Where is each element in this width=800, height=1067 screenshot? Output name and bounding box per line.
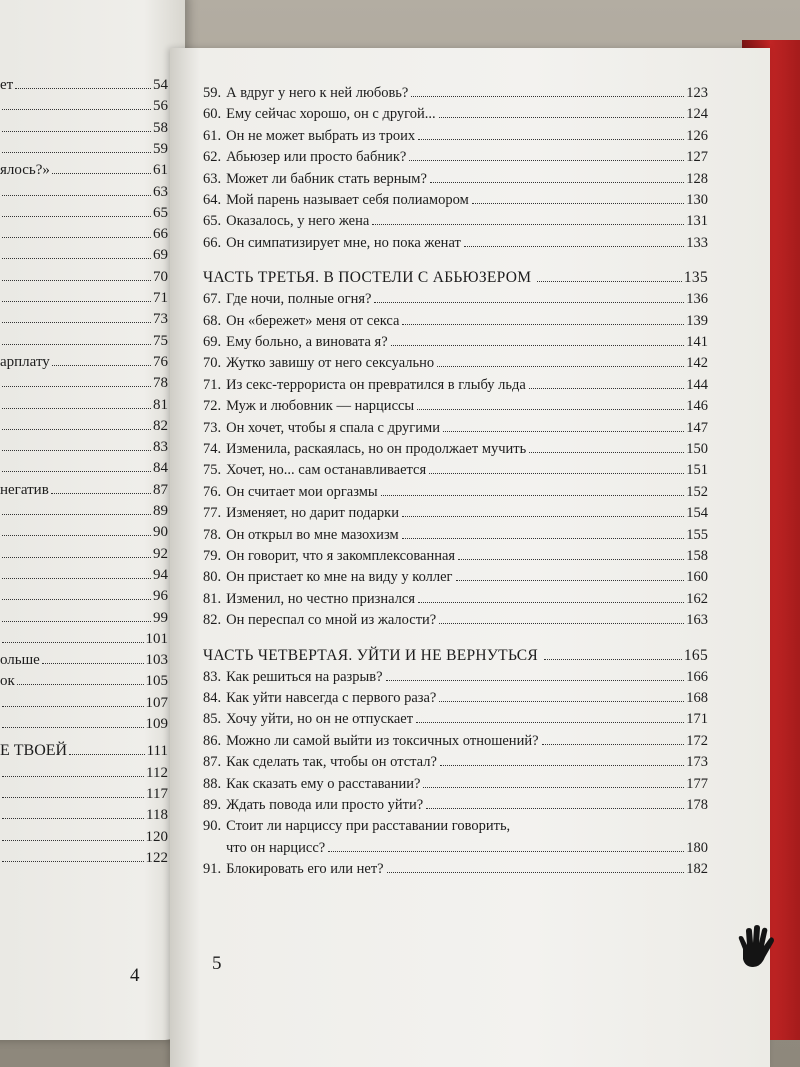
leader-dots (2, 621, 151, 622)
leader-dots (386, 680, 685, 681)
leader-dots (2, 195, 151, 196)
toc-page-number: 130 (686, 192, 708, 208)
toc-entry-title: Блокировать его или нет? (226, 861, 384, 878)
toc-entry-number: 79. (203, 548, 222, 564)
toc-entry-title: Ждать повода или просто уйти? (226, 797, 424, 813)
toc-entry-title: Как решиться на разрыв? (226, 668, 383, 685)
toc-entry-number: 76. (203, 483, 222, 500)
toc-page-number: 81 (153, 396, 168, 413)
toc-page-number: 163 (686, 612, 708, 629)
toc-entry (203, 547, 708, 565)
leader-dots (328, 851, 684, 852)
leader-dots (2, 344, 151, 345)
toc-entry-title: Стоит ли нарциссу при расставании говорить, (226, 818, 511, 835)
toc-entry (0, 545, 168, 563)
leader-dots (544, 659, 682, 660)
toc-entry-number: 70. (203, 355, 222, 372)
toc-entry (0, 332, 168, 350)
toc-entry-number: 72. (203, 398, 222, 415)
toc-page-number: 142 (686, 355, 708, 372)
toc-page-number: 105 (145, 673, 168, 690)
toc-entry (0, 140, 168, 158)
toc-entry-title: арплату (0, 353, 50, 370)
toc-entry-number: 81. (203, 590, 222, 607)
toc-entry (0, 672, 168, 690)
toc-page-number: 127 (686, 149, 708, 166)
toc-entry-title: Изменил, но честно признался (226, 590, 416, 607)
toc-entry-number: 73. (203, 419, 222, 436)
leader-dots (2, 599, 151, 600)
toc-entry (203, 105, 708, 123)
toc-entry (0, 204, 168, 222)
toc-entry (0, 630, 168, 648)
toc-entry-number: 78. (203, 526, 222, 543)
toc-page-number: 117 (146, 785, 168, 802)
left-page (0, 0, 185, 1040)
toc-part-heading (203, 647, 708, 665)
leader-dots (69, 754, 145, 755)
toc-entry-number: 67. (203, 291, 222, 308)
toc-entry (203, 590, 708, 608)
toc-entry-title: Ему сейчас хорошо, он с другой... (226, 106, 436, 123)
toc-page-number: 172 (686, 732, 708, 749)
toc-entry-number: 91. (203, 861, 222, 878)
toc-entry (203, 148, 708, 166)
part-title: ЧАСТЬ ТРЕТЬЯ. В ПОСТЕЛИ С АБЬЮЗЕРОМ (203, 269, 532, 287)
right-page (170, 48, 770, 1067)
toc-entry (0, 609, 168, 627)
toc-entry (203, 234, 708, 252)
leader-dots (2, 514, 151, 515)
toc-page-number: 133 (686, 234, 708, 251)
leader-dots (2, 109, 151, 110)
toc-entry (203, 461, 708, 479)
toc-entry-title: Он пристает ко мне на виду у коллег (226, 569, 453, 586)
toc-entry (203, 611, 708, 629)
toc-entry (203, 710, 708, 728)
toc-page-number: 103 (145, 652, 168, 669)
toc-part-heading (203, 269, 708, 287)
toc-page-number: 151 (686, 462, 708, 479)
leader-dots (2, 840, 144, 841)
toc-entry-number: 75. (203, 462, 222, 479)
leader-dots (2, 450, 151, 451)
toc-entry (203, 668, 708, 686)
toc-page-number: 182 (686, 861, 708, 878)
toc-entry (203, 333, 708, 351)
toc-entry-title: Изменяет, но дарит подарки (226, 505, 399, 522)
leader-dots (437, 366, 684, 367)
leader-dots (2, 301, 151, 302)
toc-page-number: 135 (683, 269, 708, 287)
toc-entry (0, 417, 168, 435)
leader-dots (402, 324, 684, 325)
toc-entry-title: Он «бережет» меня от секса (226, 312, 400, 329)
toc-entry-number: 89. (203, 797, 222, 813)
toc-page-number: 141 (686, 334, 708, 350)
toc-entry (0, 651, 168, 669)
leader-dots (374, 302, 684, 303)
toc-page-number: 166 (686, 668, 708, 685)
toc-entry-title: Он хочет, чтобы я спала с другими (226, 419, 440, 436)
toc-page-number: 84 (153, 460, 168, 477)
toc-entry (0, 806, 168, 824)
toc-entry-number: 66. (203, 234, 222, 251)
leader-dots (439, 701, 684, 702)
leader-dots (440, 765, 684, 766)
toc-page-number: 70 (153, 268, 168, 285)
toc-page-number: 171 (686, 711, 708, 728)
toc-page-number: 89 (153, 503, 168, 519)
toc-entry-title: Жутко завишу от него сексуально (226, 355, 435, 372)
leader-dots (423, 787, 684, 788)
toc-entry-title: ялось?» (0, 162, 50, 179)
leader-dots (2, 216, 151, 217)
toc-page-number: 160 (686, 569, 708, 586)
leader-dots (439, 623, 684, 624)
leader-dots (430, 182, 684, 183)
leader-dots (429, 473, 684, 474)
toc-entry-number: 74. (203, 441, 222, 457)
toc-page-number: 111 (146, 743, 168, 760)
toc-entry-title: Можно ли самой выйти из токсичных отношений? (226, 732, 539, 749)
toc-entry-title: Из секс-террориста он превратился в глыбу льда (226, 376, 526, 393)
toc-entry-number: 86. (203, 732, 222, 749)
toc-entry (203, 483, 708, 501)
leader-dots (2, 535, 151, 536)
leader-dots (472, 203, 684, 204)
leader-dots (458, 559, 684, 560)
toc-page-number: 178 (686, 797, 708, 813)
toc-entry (0, 310, 168, 328)
leader-dots (52, 173, 151, 174)
leader-dots (52, 365, 151, 366)
leader-dots (2, 727, 144, 728)
toc-page-number: 87 (153, 481, 168, 498)
toc-entry (0, 353, 168, 371)
leader-dots (418, 139, 684, 140)
toc-page-number: 58 (153, 119, 168, 136)
toc-entry-title: ок (0, 673, 15, 690)
toc-page-number: 144 (686, 376, 708, 393)
toc-entry (0, 587, 168, 605)
toc-entry-number: 87. (203, 754, 222, 771)
leader-dots (2, 237, 151, 238)
toc-page-number: 122 (145, 849, 168, 866)
toc-entry (0, 161, 168, 179)
toc-page-number: 61 (153, 162, 168, 179)
toc-entry-title: Оказалось, у него жена (226, 213, 370, 230)
toc-entry-title: что он нарцисс? (226, 839, 326, 856)
leader-dots (426, 808, 684, 809)
toc-entry-title: Он симпатизирует мне, но пока женат (226, 234, 461, 251)
toc-page-number: 63 (153, 183, 168, 200)
toc-page-number: 90 (153, 524, 168, 541)
part-title: ЧАСТЬ ЧЕТВЕРТАЯ. УЙТИ И НЕ ВЕРНУТЬСЯ (203, 646, 539, 664)
leader-dots (2, 322, 151, 323)
toc-page-number: 99 (153, 609, 168, 626)
toc-page-number: 126 (686, 127, 708, 144)
leader-dots (416, 722, 684, 723)
toc-entry-title: Как сделать так, чтобы он отстал? (226, 754, 437, 771)
toc-entry (0, 119, 168, 137)
toc-entry-title: Е ТВОЕЙ (0, 742, 68, 760)
toc-entry-title: Изменила, раскаялась, но он продолжает мучить (226, 441, 527, 457)
toc-entry (203, 191, 708, 209)
toc-entry-title: Ему больно, а виновата я? (226, 334, 388, 350)
toc-page-number: 71 (153, 290, 168, 306)
leader-dots (542, 744, 685, 745)
toc-entry (203, 732, 708, 750)
leader-dots (456, 580, 685, 581)
toc-page-number: 59 (153, 140, 168, 157)
toc-entry (203, 775, 708, 793)
toc-entry-title: Где ночи, полные огня? (226, 291, 372, 308)
toc-entry (203, 212, 708, 230)
toc-entry (0, 268, 168, 286)
toc-page-number: 150 (686, 441, 708, 457)
leader-dots (2, 280, 151, 281)
toc-entry (203, 526, 708, 544)
toc-entry-number: 88. (203, 775, 222, 792)
leader-dots (2, 642, 144, 643)
leader-dots (529, 452, 684, 453)
toc-page-number: 101 (145, 630, 168, 647)
toc-entry (203, 84, 708, 102)
leader-dots (2, 152, 151, 153)
toc-page-number: 131 (686, 213, 708, 230)
leader-dots (17, 684, 144, 685)
toc-entry-number: 60. (203, 106, 222, 123)
toc-entry (203, 753, 708, 771)
toc-page-number: 69 (153, 247, 168, 264)
leader-dots (15, 88, 151, 89)
toc-page-number: 118 (146, 807, 168, 824)
toc-entry (203, 796, 708, 814)
toc-page-number: 128 (686, 170, 708, 187)
leader-dots (2, 861, 144, 862)
toc-entry (0, 183, 168, 201)
leader-dots (2, 131, 151, 132)
toc-entry-title: Как сказать ему о расставании? (226, 775, 421, 792)
toc-entry-title: Мой парень называет себя полиамором (226, 192, 469, 208)
toc-entry (0, 694, 168, 712)
toc-entry (0, 764, 168, 782)
toc-entry-title: ольше (0, 652, 40, 669)
toc-entry (203, 127, 708, 145)
toc-entry (0, 76, 168, 94)
toc-entry (203, 354, 708, 372)
toc-page-number: 78 (153, 375, 168, 392)
leader-dots (402, 538, 685, 539)
toc-entry-title: Как уйти навсегда с первого раза? (226, 690, 437, 706)
toc-page-number: 56 (153, 98, 168, 115)
leader-dots (417, 409, 684, 410)
toc-page-number: 112 (146, 764, 168, 781)
toc-entry-title: Он не может выбрать из троих (226, 127, 416, 144)
toc-entry-continuation (226, 839, 708, 857)
toc-page-number: 120 (145, 828, 168, 845)
leader-dots (2, 258, 151, 259)
toc-entry (0, 459, 168, 477)
toc-entry (0, 566, 168, 584)
toc-entry (0, 225, 168, 243)
leader-dots (439, 117, 685, 118)
toc-entry-number: 84. (203, 690, 222, 706)
toc-page-number: 94 (153, 566, 168, 583)
toc-entry-number: 65. (203, 213, 222, 230)
toc-entry-number: 71. (203, 376, 222, 393)
hand-icon (735, 925, 775, 973)
toc-page-number: 139 (686, 312, 708, 329)
leader-dots (409, 160, 684, 161)
leader-dots (391, 345, 685, 346)
toc-entry-number: 62. (203, 149, 222, 166)
toc-entry-number: 90. (203, 818, 222, 835)
toc-entry-title: Хочу уйти, но он не отпускает (226, 711, 414, 728)
toc-page-number: 165 (683, 646, 708, 664)
leader-dots (411, 96, 684, 97)
toc-page-number: 158 (686, 548, 708, 564)
leader-dots (402, 516, 684, 517)
toc-page-number: 96 (153, 588, 168, 605)
toc-entry-title: Он считает мои оргазмы (226, 483, 378, 500)
toc-part-entry (0, 742, 168, 760)
leader-dots (51, 493, 151, 494)
toc-page-number: 124 (686, 106, 708, 123)
toc-page-number: 154 (686, 505, 708, 522)
leader-dots (2, 429, 151, 430)
leader-dots (2, 557, 151, 558)
toc-entry-number: 59. (203, 85, 222, 101)
right-page-number: 5 (212, 953, 222, 974)
toc-page-number: 109 (145, 716, 168, 732)
toc-entry-number: 80. (203, 569, 222, 586)
toc-page-number: 162 (686, 590, 708, 607)
leader-dots (418, 602, 684, 603)
toc-entry (203, 568, 708, 586)
toc-entry-number: 61. (203, 127, 222, 144)
toc-entry (0, 849, 168, 867)
leader-dots (2, 386, 151, 387)
toc-page-number: 155 (686, 526, 708, 543)
leader-dots (387, 872, 685, 873)
toc-page-number: 73 (153, 311, 168, 328)
toc-entry (203, 860, 708, 878)
toc-entry (0, 438, 168, 456)
toc-entry (0, 374, 168, 392)
leader-dots (2, 706, 144, 707)
toc-entry-title: негатив (0, 481, 49, 498)
leader-dots (537, 281, 681, 282)
toc-page-number: 66 (153, 226, 168, 243)
toc-entry (0, 715, 168, 733)
leader-dots (2, 776, 144, 777)
toc-page-number: 136 (686, 291, 708, 308)
toc-entry (203, 376, 708, 394)
toc-entry-title: Может ли бабник стать верным? (226, 170, 427, 187)
toc-page-number: 173 (686, 754, 708, 771)
toc-page-number: 75 (153, 332, 168, 349)
toc-entry-number: 69. (203, 334, 222, 350)
leader-dots (42, 663, 144, 664)
toc-entry-title: Он переспал со мной из жалости? (226, 612, 437, 629)
toc-page-number: 152 (686, 483, 708, 500)
toc-entry-number: 85. (203, 711, 222, 728)
leader-dots (381, 495, 685, 496)
toc-entry (0, 97, 168, 115)
toc-entry (0, 396, 168, 414)
toc-entry (203, 290, 708, 308)
toc-page-number: 82 (153, 417, 168, 434)
toc-page-number: 54 (153, 77, 168, 93)
toc-page-number: 76 (153, 353, 168, 370)
toc-entry (0, 502, 168, 520)
leader-dots (2, 408, 151, 409)
toc-entry (0, 828, 168, 846)
toc-entry (0, 523, 168, 541)
toc-entry-number: 64. (203, 192, 222, 208)
toc-entry (203, 312, 708, 330)
leader-dots (2, 578, 151, 579)
leader-dots (2, 471, 151, 472)
leader-dots (2, 818, 144, 819)
toc-entry (203, 419, 708, 437)
toc-page-number: 83 (153, 439, 168, 456)
toc-entry (203, 397, 708, 415)
toc-entry-number: 83. (203, 668, 222, 685)
toc-entry (0, 785, 168, 803)
toc-entry-title: Хочет, но... сам останавливается (226, 462, 427, 479)
toc-page-number: 92 (153, 545, 168, 562)
toc-entry-title: ет (0, 77, 14, 93)
toc-entry-title: Он открыл во мне мазохизм (226, 526, 399, 543)
leader-dots (464, 246, 684, 247)
toc-entry (203, 170, 708, 188)
toc-entry-number: 82. (203, 612, 222, 629)
toc-entry-number: 68. (203, 312, 222, 329)
toc-entry-title: Абьюзер или просто бабник? (226, 149, 407, 166)
leader-dots (529, 388, 684, 389)
toc-page-number: 107 (145, 694, 168, 711)
toc-entry (203, 440, 708, 458)
left-page-number: 4 (130, 965, 140, 986)
leader-dots (372, 224, 684, 225)
toc-entry-title: Муж и любовник — нарциссы (226, 398, 415, 415)
leader-dots (443, 431, 684, 432)
toc-entry (0, 289, 168, 307)
toc-page-number: 147 (686, 419, 708, 436)
toc-entry (203, 689, 708, 707)
toc-page-number: 180 (686, 839, 708, 856)
toc-entry-number: 63. (203, 170, 222, 187)
toc-entry-title: А вдруг у него к ней любовь? (226, 85, 409, 101)
leader-dots (2, 797, 144, 798)
toc-entry-number: 77. (203, 505, 222, 522)
toc-entry (0, 481, 168, 499)
toc-page-number: 65 (153, 204, 168, 221)
toc-page-number: 168 (686, 690, 708, 706)
toc-page-number: 123 (686, 85, 708, 101)
toc-entry (203, 504, 708, 522)
toc-entry (203, 817, 708, 835)
toc-page-number: 177 (686, 775, 708, 792)
toc-entry (0, 246, 168, 264)
toc-page-number: 146 (686, 398, 708, 415)
toc-entry-title: Он говорит, что я закомплексованная (226, 548, 456, 564)
